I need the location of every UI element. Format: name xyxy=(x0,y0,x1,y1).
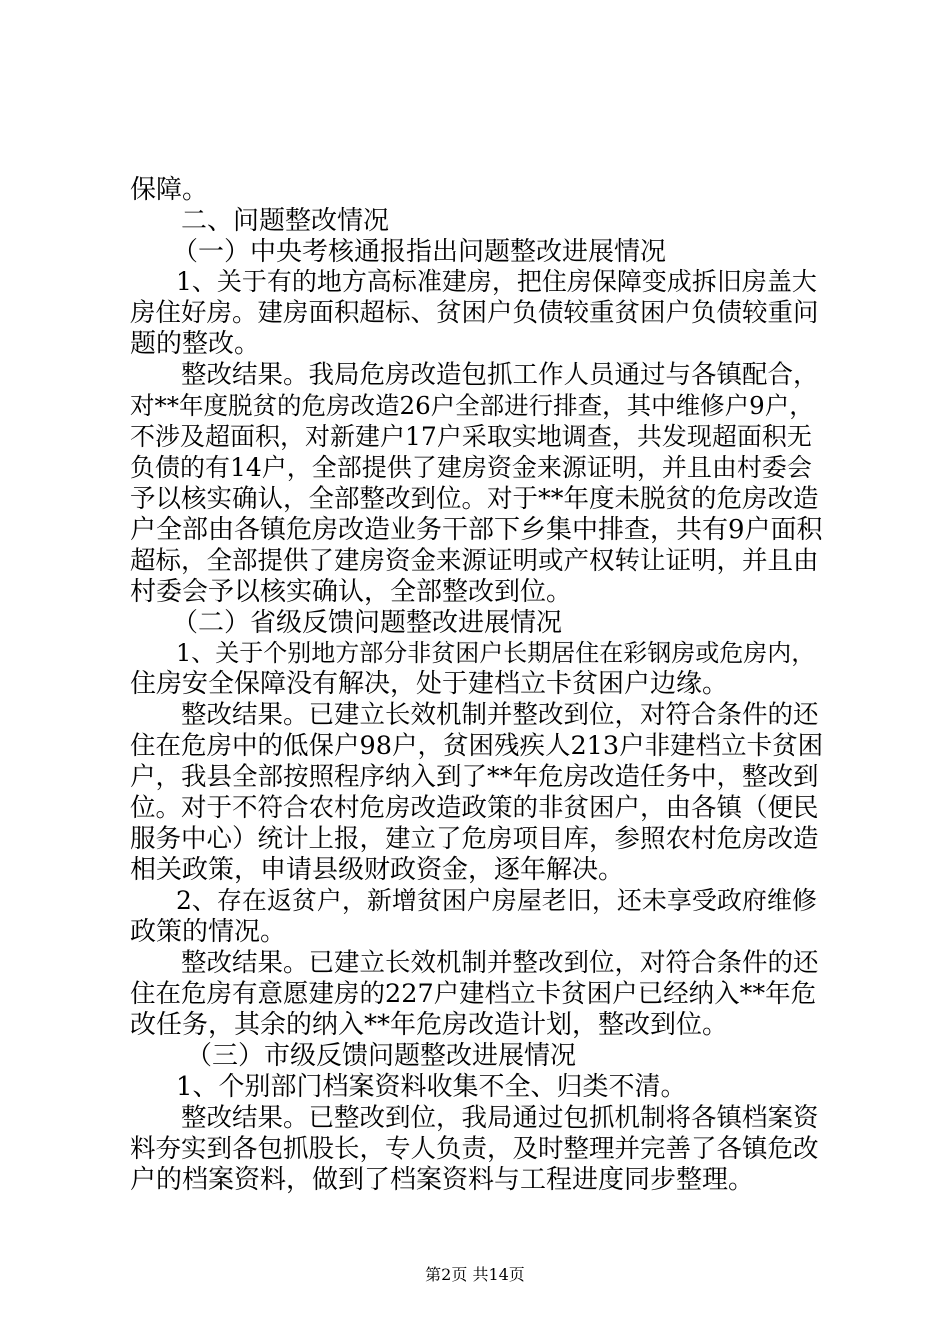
text-line: 整改结果。已建立长效机制并整改到位，对符合条件的还 xyxy=(181,948,819,978)
text-line: 政策的情况。 xyxy=(130,917,287,947)
text-line: 房住好房。建房面积超标、贫困户负债较重贫困户负债较重问 xyxy=(130,298,819,328)
text-line: 相关政策，申请县级财政资金，逐年解决。 xyxy=(130,855,625,885)
subsection-heading: （二）省级反馈问题整改进展情况 xyxy=(172,608,563,638)
text-line: 2、存在返贫户，新增贫困户房屋老旧，还未享受政府维修 xyxy=(176,886,817,915)
text-line: 户全部由各镇危房改造业务干部下乡集中排查，共有9户面积 xyxy=(130,515,823,545)
text-line: 户，我县全部按照程序纳入到了**年危房改造任务中，整改到 xyxy=(130,762,819,792)
text-line: 整改结果。已建立长效机制并整改到位，对符合条件的还 xyxy=(181,700,819,730)
text-line: 整改结果。已整改到位，我局通过包抓机制将各镇档案资 xyxy=(181,1103,819,1133)
text-line: 1、个别部门档案资料收集不全、归类不清。 xyxy=(176,1072,687,1102)
text-line: 住在危房中的低保户98户，贫困残疾人213户非建档立卡贫困 xyxy=(130,731,824,761)
text-line: 位。对于不符合农村危房改造政策的非贫困户，由各镇（便民 xyxy=(130,793,819,823)
section-heading: 二、问题整改情况 xyxy=(181,206,390,236)
text-line: 整改结果。我局危房改造包抓工作人员通过与各镇配合， xyxy=(181,360,819,390)
text-line: 对**年度脱贫的危房改造26户全部进行排查，其中维修户9户， xyxy=(130,391,814,420)
text-line: 料夯实到各包抓股长，专人负责，及时整理并完善了各镇危改 xyxy=(130,1134,819,1164)
text-line: 改任务，其余的纳入**年危房改造计划，整改到位。 xyxy=(130,1010,729,1040)
subsection-heading: （一）中央考核通报指出问题整改进展情况 xyxy=(172,237,667,267)
text-line: 保障。 xyxy=(130,175,209,205)
text-line: 服务中心）统计上报，建立了危房项目库，参照农村危房改造 xyxy=(130,824,819,854)
text-line: 负债的有14户，全部提供了建房资金来源证明，并且由村委会 xyxy=(130,453,812,482)
text-line: 予以核实确认，全部整改到位。对于**年度未脱贫的危房改造 xyxy=(130,484,819,514)
text-line: 村委会予以核实确认，全部整改到位。 xyxy=(130,577,573,607)
text-line: 住在危房有意愿建房的227户建档立卡贫困户已经纳入**年危 xyxy=(130,979,817,1009)
text-line: 1、关于个别地方部分非贫困户长期居住在彩钢房或危房内， xyxy=(176,639,816,667)
text-line: 住房安全保障没有解决，处于建档立卡贫困户边缘。 xyxy=(130,669,729,699)
text-line: 题的整改。 xyxy=(130,329,261,359)
text-line: 1、关于有的地方高标准建房，把住房保障变成拆旧房盖大 xyxy=(176,267,817,296)
subsection-heading: （三）市级反馈问题整改进展情况 xyxy=(186,1041,577,1071)
page-number: 第2页 共14页 xyxy=(425,1265,525,1284)
text-line: 不涉及超面积，对新建户17户采取实地调查，共发现超面积无 xyxy=(130,422,812,451)
text-line: 超标，全部提供了建房资金来源证明或产权转让证明，并且由 xyxy=(130,546,819,576)
text-line: 户的档案资料，做到了档案资料与工程进度同步整理。 xyxy=(130,1165,755,1195)
